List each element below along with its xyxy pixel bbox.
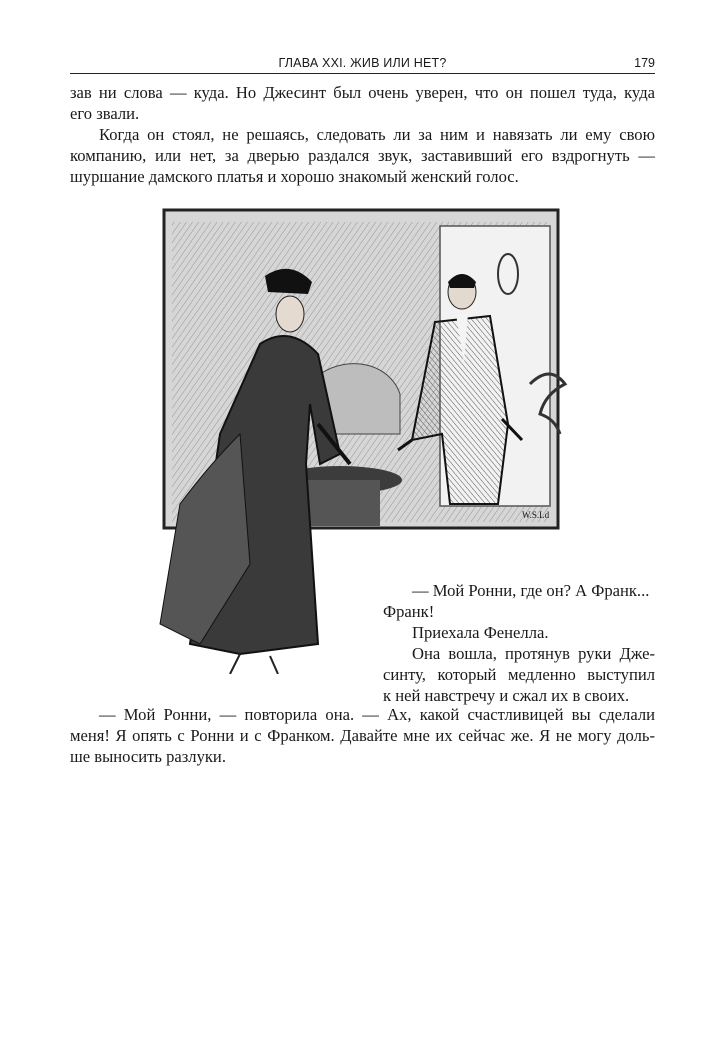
text-line: его звали.	[70, 104, 140, 123]
text-line: Она вошла, протянув руки Дже-	[412, 644, 655, 663]
text-line: зав ни слова — куда. Но Джесинт был очень уверен, что он пошел туда, куда	[70, 83, 655, 102]
paragraph-end	[70, 704, 655, 767]
header-rule	[70, 73, 655, 74]
text-line: ше выносить разлуки.	[70, 747, 226, 766]
side-text	[383, 580, 655, 706]
text-line: к ней навстречу и сжал их в своих.	[383, 686, 630, 705]
text-line: — Мой Ронни, — повторила она. — Ах, какой счастливицей вы сделали	[99, 705, 655, 724]
paragraph-1	[70, 82, 655, 124]
text-line: компанию, или нет, за дверью раздался звук, заставивший его вздрогнуть —	[70, 146, 655, 165]
text-line: Приехала Фенелла.	[412, 623, 549, 642]
text-line: — Мой Ронни, где он? А Франк...	[412, 581, 650, 600]
text-line: Франк!	[383, 602, 435, 621]
text-line: Когда он стоял, не решаясь, следовать ли за ним и навязать ли ему свою	[99, 125, 655, 144]
artist-signature: W.S.Ld	[522, 510, 550, 520]
page-number: 179	[634, 56, 655, 70]
text-line: меня! Я опять с Ронни и с Франком. Давайте мне их сейчас же. Я не могу доль-	[70, 726, 655, 745]
chapter-title: ГЛАВА XXI. ЖИВ ИЛИ НЕТ?	[278, 56, 447, 70]
text-line: синту, который медленно выступил	[383, 665, 655, 684]
running-header	[70, 56, 655, 72]
paragraph-2	[70, 124, 655, 187]
text-line: шуршание дамского платья и хорошо знакомый женский голос.	[70, 167, 519, 186]
